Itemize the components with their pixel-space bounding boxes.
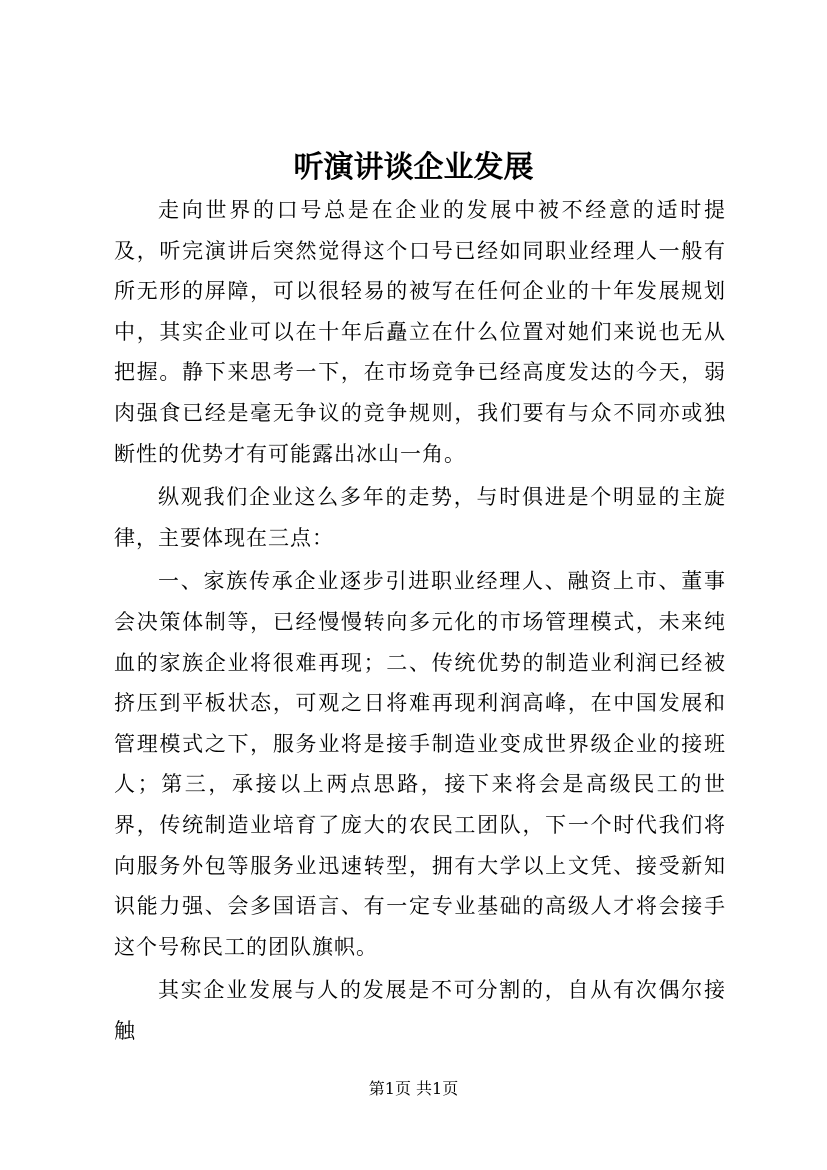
page-footer: 第1页 共1页 — [368, 1079, 459, 1098]
document-body — [114, 190, 726, 1051]
document-title: 听演讲谈企业发展 — [293, 150, 534, 185]
paragraph-3: 一、家族传承企业逐步引进职业经理人、融资上市、董事会决策体制等，已经慢慢转向多元化的市场管理模式，未来纯血的家族企业将很难再现；二、传统优势的制造业利润已经被挤压到平板状态，可观之日将难再现利润高峰，在中国发展和管理模式之下，服务业将是接手制造业变成世界级企业的接班人；第三，承接以上两点思路，接下来将会是高级民工的世界，传统制造业培育了庞大的农民工团队，下一个时代我们将向服务外包等服务业迅速转型，拥有大学以上文凭、接受新知识能力强、会多国语言、有一定专业基础的高级人才将会接手这个号称民工的团队旗帜。 — [114, 569, 726, 959]
paragraph-2: 纵观我们企业这么多年的走势，与时俱进是个明显的主旋律，主要体现在三点： — [114, 485, 726, 550]
paragraph-4: 其实企业发展与人的发展是不可分割的，自从有次偶尔接触 — [114, 978, 726, 1043]
paragraph-1: 走向世界的口号总是在企业的发展中被不经意的适时提及，听完演讲后突然觉得这个口号已经如同职业经理人一般有所无形的屏障，可以很轻易的被写在任何企业的十年发展规划中，其实企业可以在十年后矗立在什么位置对她们来说也无从把握。静下来思考一下，在市场竞争已经高度发达的今天，弱肉强食已经是毫无争议的竞争规则，我们要有与众不同亦或独断性的优势才有可能露出冰山一角。 — [114, 198, 726, 466]
